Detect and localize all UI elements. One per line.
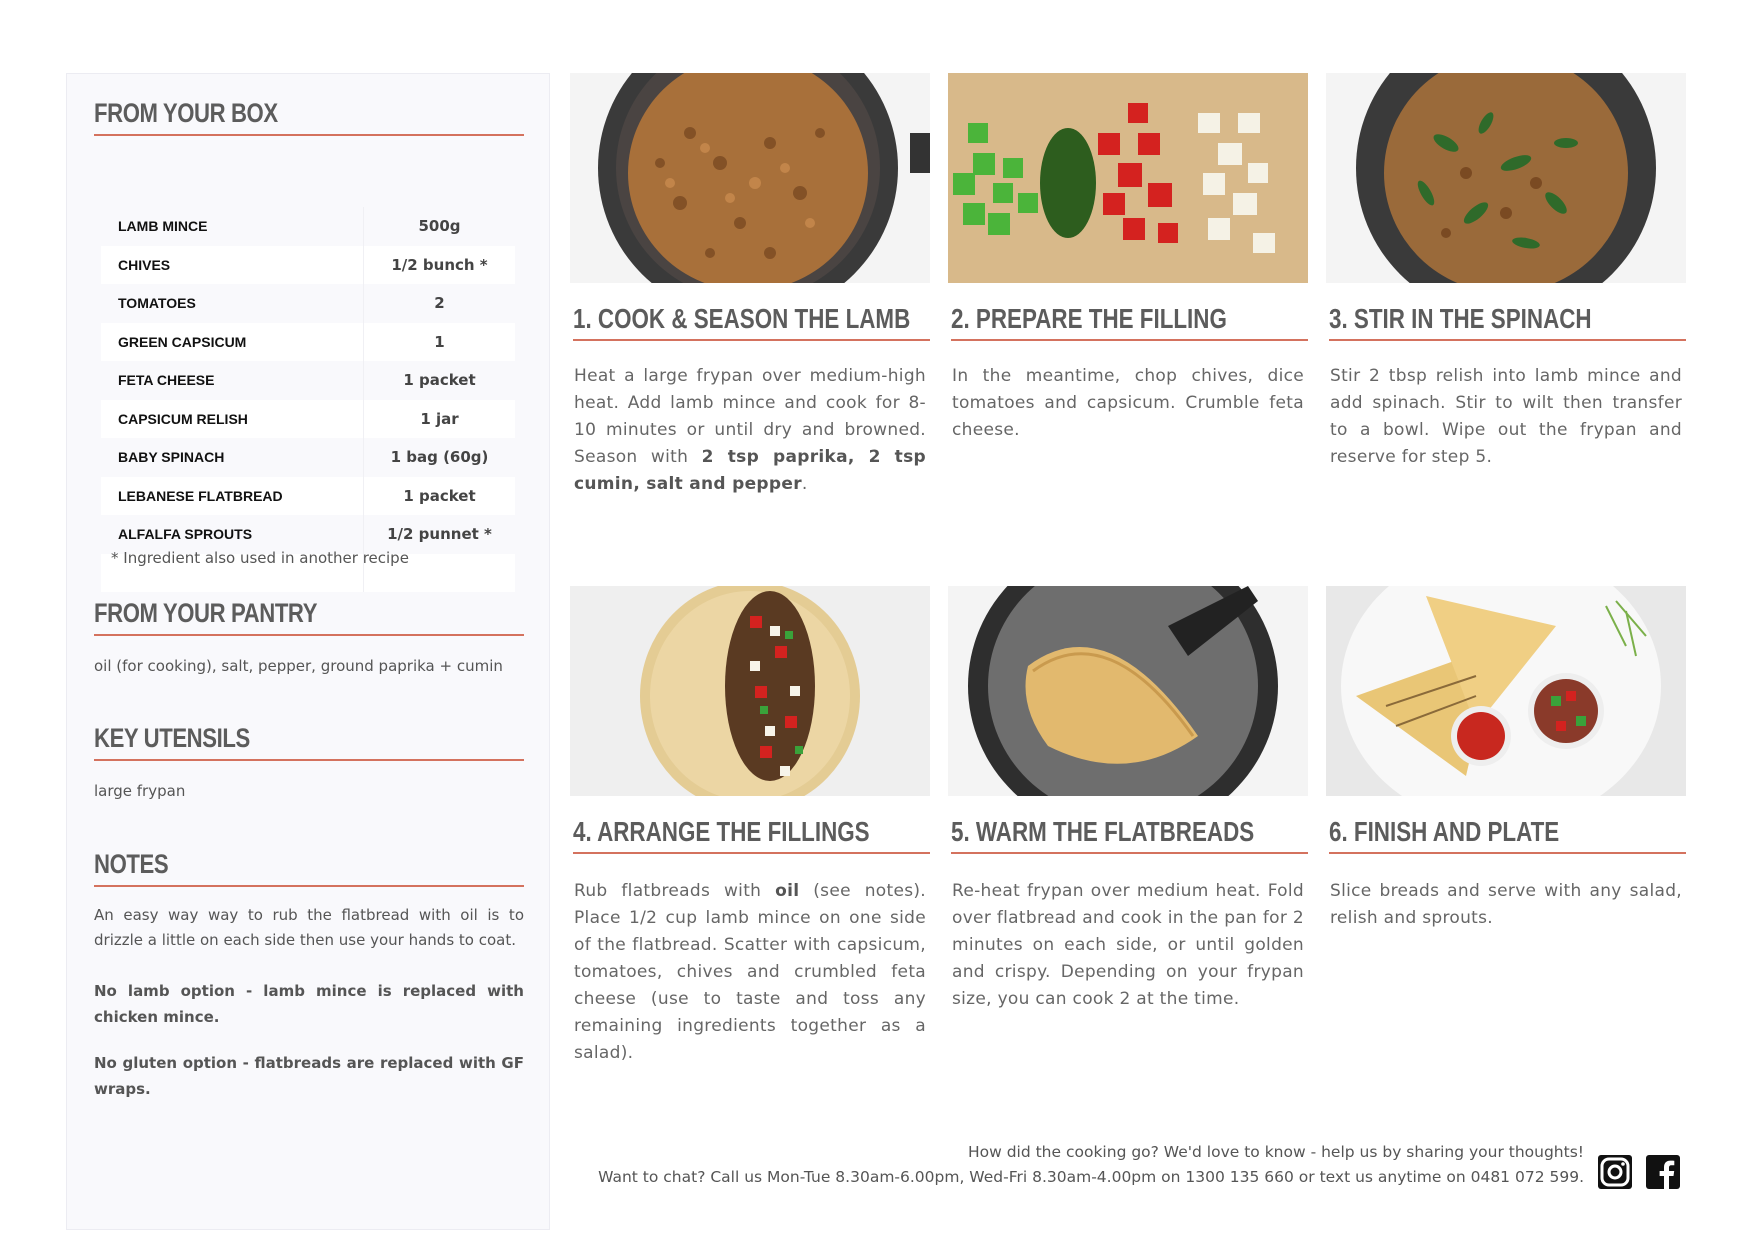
step-rule [951,852,1308,854]
notes-text: An easy way way to rub the flatbread with oil is to drizzle a little on each side then use your hands to coat. [94,906,524,949]
step-rule [573,852,930,854]
step-title: 6. FINISH AND PLATE [1329,816,1560,847]
ingredient-row [101,361,515,400]
utensils-section-title: KEY UTENSILS [94,723,250,753]
step-instructions [952,878,1304,1013]
ingredient-qty: 1/2 bunch * [363,246,515,285]
ingredient-name: BABY SPINACH [118,449,225,466]
ingredient-name: ALFALFA SPROUTS [118,526,253,543]
step-text-part: Stir 2 tbsp relish into lamb mince and add spinach. Stir to wilt then transfer to a bowl. Wipe out the frypan and reserve for step 5. [1330,366,1682,467]
ingredient-row [101,477,515,516]
ingredient-qty: 1 packet [363,361,515,400]
section-rule [94,885,524,887]
step-instructions [1330,878,1682,932]
step-text-part: In the meantime, chop chives, dice tomatoes and capsicum. Crumble feta cheese. [952,366,1304,440]
ingredient-name: CHIVES [118,256,171,273]
step-text-bold: oil [775,881,800,901]
step-text-part: Re-heat frypan over medium heat. Fold over flatbread and cook in the pan for 2 minutes on each side, or until golden and crispy. Depending on your frypan size, you can cook 2 at the time. [952,881,1304,1009]
facebook-icon[interactable] [1645,1154,1681,1190]
ingredients-table [101,207,515,592]
step-instructions [574,878,926,1067]
lamb-with-spinach-in-frypan-image [1326,73,1686,283]
ingredient-name: CAPSICUM RELISH [118,410,248,427]
step-title: 2. PREPARE THE FILLING [951,303,1227,334]
step-rule [951,339,1308,341]
filled-flatbread-image [570,586,930,796]
step-title: 3. STIR IN THE SPINACH [1329,303,1592,334]
step-title: 4. ARRANGE THE FILLINGS [573,816,870,847]
section-rule [94,134,524,136]
step-title: 1. COOK & SEASON THE LAMB [573,303,911,334]
ingredients-sidebar [66,73,550,1230]
ingredient-row [101,323,515,362]
ingredient-qty: 1 packet [363,477,515,516]
ingredient-row [101,284,515,323]
ingredient-qty: 500g [363,207,515,246]
pantry-text: oil (for cooking), salt, pepper, ground paprika + cumin [94,657,503,675]
ingredient-name: LAMB MINCE [118,218,208,235]
ingredient-name: TOMATOES [118,295,196,312]
step-rule [1329,339,1686,341]
no-gluten-note: No gluten option - flatbreads are replaced with GF wraps. [94,1054,524,1098]
box-section-title: FROM YOUR BOX [94,98,278,128]
chopped-vegetables-on-board-image [948,73,1308,283]
step-text-part: Heat a large frypan over medium-high heat. Add lamb mince and cook for 8-10 minutes or until dry and browned. Season with [574,366,926,467]
step-title: 5. WARM THE FLATBREADS [951,816,1255,847]
step-text-bold: 2 tsp paprika, 2 tsp cumin, salt and pepper [574,447,926,494]
step-rule [573,339,930,341]
notes-section-title: NOTES [94,849,169,879]
ingredient-row [101,246,515,285]
feedback-text: How did the cooking go? We'd love to know - help us by sharing your thoughts! [967,1143,1584,1161]
lamb-mince-in-frypan-image [570,73,930,283]
step-instructions [574,363,926,498]
folded-flatbread-in-frypan-image [948,586,1308,796]
step-text-part: . [801,474,808,494]
contact-text: Want to chat? Call us Mon-Tue 8.30am-6.00pm, Wed-Fri 8.30am-4.00pm on 1300 135 660 or text us anytime on 0481 072 599. [598,1168,1584,1186]
ingredient-name: LEBANESE FLATBREAD [118,487,283,504]
ingredient-name: GREEN CAPSICUM [118,333,247,350]
ingredient-row [101,207,515,246]
ingredient-qty: 1 bag (60g) [363,438,515,477]
section-rule [94,759,524,761]
pantry-section-title: FROM YOUR PANTRY [94,598,318,628]
utensils-text: large frypan [94,782,186,800]
ingredient-qty: 1 [363,323,515,362]
ingredient-name: FETA CHEESE [118,372,215,389]
ingredient-qty: 2 [363,284,515,323]
ingredient-qty: 1/2 punnet * [363,515,515,554]
ingredient-row [101,438,515,477]
step-rule [1329,852,1686,854]
ingredient-qty: 1 jar [363,400,515,439]
step-instructions [952,363,1304,444]
step-text-part: Rub flatbreads with [574,881,776,901]
ingredient-row [101,515,515,554]
instagram-icon[interactable] [1597,1154,1633,1190]
no-lamb-note: No lamb option - lamb mince is replaced with chicken mince. [94,982,524,1026]
step-text-part: (see notes). Place 1/2 cup lamb mince on one side of the flatbread. Scatter with capsicum, tomatoes, chives and crumbled feta cheese (use to taste and toss any remaining ingredients together as a salad). [574,881,926,1063]
section-rule [94,634,524,636]
step-instructions [1330,363,1682,471]
step-text-part: Slice breads and serve with any salad, relish and sprouts. [1330,881,1682,928]
plated-quesadillas-image [1326,586,1686,796]
ingredient-row [101,400,515,439]
ingredient-note: * Ingredient also used in another recipe [111,549,409,567]
